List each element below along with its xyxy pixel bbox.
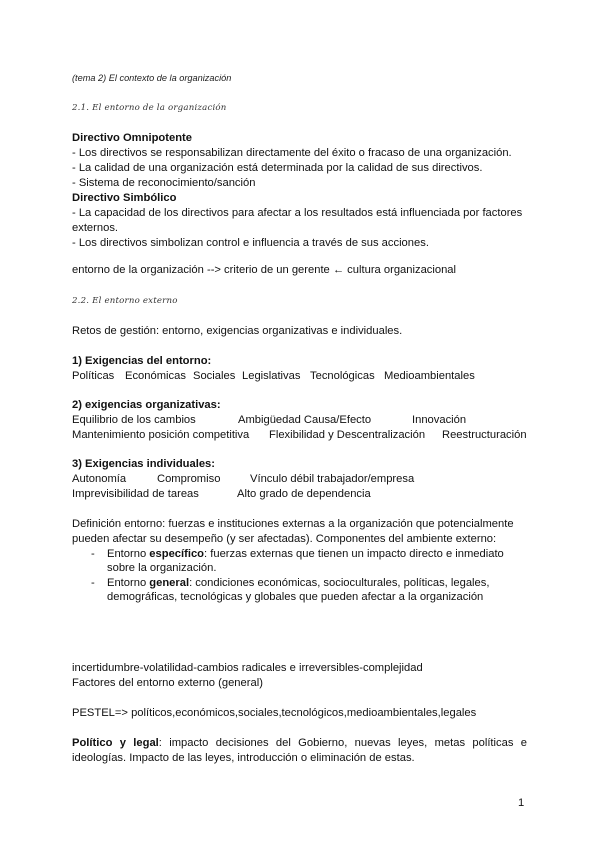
incertidumbre-line: incertidumbre-volatilidad-cambios radicales e irreversibles-complejidad [72,662,423,674]
bullet-general: Entorno general: condiciones económicas, socioculturales, políticas, legales, [107,577,490,589]
group1-item: Legislativas [242,370,301,382]
bullet-dash: - [91,577,95,589]
group3-item: Compromiso [157,473,221,485]
omnipotente-item: - Sistema de reconocimiento/sanción [72,177,256,189]
simbolico-item: - La capacidad de los directivos para afectar a los resultados está influenciada por factores [72,207,523,219]
section-title-2-1: 2.1. El entorno de la organización [72,103,227,113]
group1-item: Tecnológicas [310,370,375,382]
section-title-2-2: 2.2. El entorno externo [72,296,178,306]
bullet-especifico: Entorno específico: fuerzas externas que tienen un impacto directo e inmediato [107,548,504,560]
group3-item: Autonomía [72,473,127,485]
group2-item: Ambigüedad Causa/Efecto [238,414,372,426]
group3-title: 3) Exigencias individuales: [72,458,216,470]
group1-title: 1) Exigencias del entorno: [72,355,212,367]
group2-item: Innovación [412,414,467,426]
group1-item: Sociales [193,370,236,382]
group2-item: Mantenimiento posición competitiva [72,429,250,441]
bold-term: Político y legal [72,737,159,749]
bold-term: general [149,577,190,589]
bold-term: específico [149,548,205,560]
bullet-continuation: demográficas, tecnológicas y globales que pueden afectar a la organización [107,591,484,603]
group2-title: 2) exigencias organizativas: [72,399,221,411]
page-number: 1 [518,797,525,809]
group2-item: Equilibrio de los cambios [72,414,196,426]
relation-line: entorno de la organización --> criterio de un gerente ← cultura organizacional [72,264,457,276]
factores-line: Factores del entorno externo (general) [72,677,263,689]
group2-item: Flexibilidad y Descentralización [269,429,426,441]
simbolico-item: externos. [72,222,119,234]
omnipotente-title: Directivo Omnipotente [72,132,192,144]
definition-line: Definición entorno: fuerzas e instituciones externas a la organización que potencialmente [72,518,514,530]
bullet-continuation: sobre la organización. [107,562,217,574]
retos-line: Retos de gestión: entorno, exigencias organizativas e individuales. [72,325,403,337]
definition-line: pueden afectar su desempeño (y ser afectadas). Componentes del ambiente externo: [72,533,497,545]
group1-item: Económicas [125,370,186,382]
politico-paragraph [72,736,527,765]
simbolico-item: - Los directivos simbolizan control e influencia a través de sus acciones. [72,237,429,249]
omnipotente-item: - La calidad de una organización está determinada por la calidad de sus directivos. [72,162,483,174]
group1-item: Políticas [72,370,115,382]
group1-item: Medioambientales [384,370,475,382]
document-header: (tema 2) El contexto de la organización [72,73,232,83]
bullet-dash: - [91,548,95,560]
simbolico-title: Directivo Simbólico [72,192,177,204]
omnipotente-item: - Los directivos se responsabilizan directamente del éxito o fracaso de una organización. [72,147,512,159]
group3-item: Vínculo débil trabajador/empresa [250,473,415,485]
group2-item: Reestructuración [442,429,527,441]
politico-line: Político y legal: impacto decisiones del Gobierno, nuevas leyes, metas políticas e [72,737,527,749]
group3-item: Imprevisibilidad de tareas [72,488,199,500]
politico-line: ideologías. Impacto de las leyes, introducción o eliminación de estas. [72,751,415,764]
group3-item: Alto grado de dependencia [237,488,371,500]
pestel-line: PESTEL=> políticos,económicos,sociales,tecnológicos,medioambientales,legales [72,707,477,719]
